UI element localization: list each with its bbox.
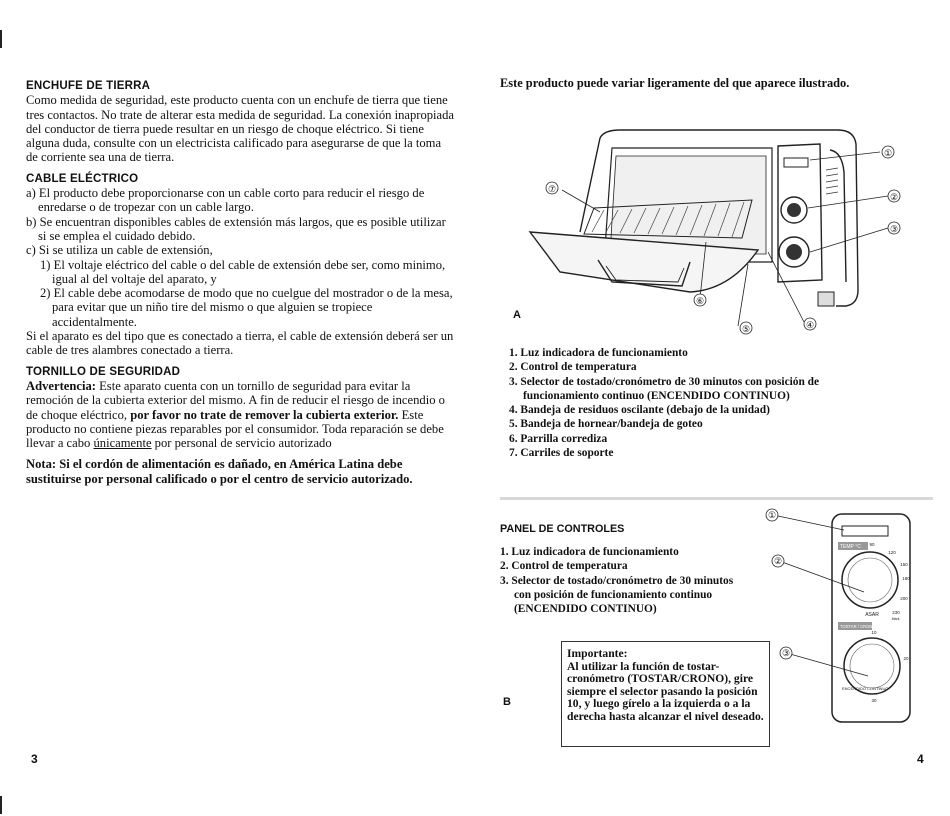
temp-tick: 200 [900,596,908,601]
note-text: Nota: Si el cordón de alimentación es dañado, en América Latina debe sustituirse por personal calificado o por el centro de servicio autorizado. [26,457,413,486]
toast-tick: 30 [871,698,877,703]
important-box [561,641,770,747]
panel-list-item: 2. Control de temperatura [500,560,628,573]
important-title: Importante: [567,647,628,660]
toaster-oven-illustration [520,122,920,342]
ground-text: Como medida de seguridad, este producto cuenta con un enchufe de tierra que tiene tres contactos. No trate de alterar esta medida de seguridad. La conexión inapropiada del conductor de tierra puede resultar en un riesgo de choque eléctrico. Si tiene alguna duda, consulte con un electricista calificado para asegurarse de que la toma de corriente sea una de tierra. [26,93,455,165]
cord-title: CABLE ELÉCTRICO [26,172,139,185]
parts-list [509,346,829,460]
panel-title: PANEL DE CONTROLES [500,523,625,535]
parts-list-item: 4. Bandeja de residuos oscilante (debajo de la unidad) [509,404,770,417]
screw-title: TORNILLO DE SEGURIDAD [26,365,181,378]
temp-tick: 230 [892,610,900,615]
parts-list-item: 1. Luz indicadora de funcionamiento [509,347,688,359]
cord-item-c2: 2) El cable debe acomodarse de modo que no cuelgue del mostrador o de la mesa, para evitar que un niño tire del mismo o que alguien se tropiece accidentalmente. [40,286,453,329]
screw-text-3: por personal de servicio autorizado [151,436,332,451]
figure-caption: Este producto puede variar ligeramente del que aparece ilustrado. [500,76,850,90]
crop-mark-bottom [0,796,2,814]
parts-list-item: 3. Selector de tostado/cronómetro de 30 minutos con posición de funcionamiento continuo (ENCENDIDO CONTINUO) [509,375,820,402]
panel-list-item: 3. Selector de tostado/cronómetro de 30 minutos con posición de funcionamiento continuo (ENCENDIDO CONTINUO) [500,574,734,616]
cord-item-b: b) Se encuentran disponibles cables de extensión más largos, que es posible utilizar si se emplea el cuidado debido. [26,214,446,243]
parts-list-item: 5. Bandeja de hornear/bandeja de goteo [509,418,703,431]
temp-tick: 120 [888,550,896,555]
cord-item-c1: 1) El voltaje eléctrico del cable o del cable de extensión debe ser, como minimo, igual al del voltaje del aparato, y [40,257,446,286]
screw-text-1: Este aparato cuenta con un tornillo de seguridad para evitar la remoción de la cubierta exterior del mismo. A fin de reducir el riesgo de incendio o de choque eléctrico, [26,378,445,422]
continuous-label: ENCENDIDO CONTINUO [842,686,889,691]
temp-tick: 90 [869,542,875,547]
parts-list-item: 7. Carriles de soporte [509,447,614,460]
cord-item-c: c) Si se utiliza un cable de extensión, [26,243,213,258]
toast-tick: 10 [871,630,877,635]
screw-text-underline: únicamente [93,436,152,451]
temp-tick: 180 [902,576,910,581]
panel-callout-1: ① [767,510,777,520]
section-divider [500,497,933,500]
callout-5: ⑤ [741,324,751,334]
callout-1: ① [883,148,893,158]
panel-list [500,545,750,616]
callout-2: ② [889,192,899,202]
figure-b-label: B [503,696,511,708]
screw-text [26,379,456,450]
screw-text-2: Este producto no contiene piezas reparables por el consumidor. Toda reparación se debe llevar a cabo [26,407,444,451]
temp-tick: 150 [900,562,908,567]
panel-list-item: 1. Luz indicadora de funcionamiento [500,546,679,558]
temp-tick: Mant. [891,617,901,621]
panel-callout-2: ② [773,556,783,566]
page-number-left: 3 [31,752,38,766]
asar-label: ASAR [865,612,879,618]
ground-title: ENCHUFE DE TIERRA [26,80,151,92]
toast-label: TOSTAR / CRONO [840,624,876,629]
callout-4: ④ [805,320,815,330]
callout-3: ③ [889,224,899,234]
screw-text-bold: por favor no trate de remover la cubierta exterior. [130,407,399,422]
crop-mark-top [0,30,2,48]
cord-ground-text: Si el aparato es del tipo que es conectado a tierra, el cable de extensión deberá ser un cable de tres alambres conectado a tierra. [26,329,454,358]
figure-a-label: A [513,309,521,321]
page-number-right: 4 [917,752,924,766]
toast-tick: 20 [903,656,909,661]
important-text: Al utilizar la función de tostar-cronómetro (TOSTAR/CRONO), gire siempre el selector pasando la posición 10, y luego gírelo a la izquierda o a la derecha hasta alcanzar el nivel deseado. [567,659,764,723]
control-panel-illustration [764,508,924,726]
callout-7: ⑦ [547,184,557,194]
screw-warning-label: Advertencia: [26,378,96,393]
parts-list-item: 2. Control de temperatura [509,361,637,374]
cord-item-a: a) El producto debe proporcionarse con un cable corto para reducir el riesgo de enredarse o de tropezar con un cable largo. [26,186,425,215]
left-column [26,79,456,486]
panel-callout-3: ③ [781,648,791,658]
parts-list-item: 6. Parrilla corrediza [509,432,608,445]
temp-label: TEMP °C [840,544,861,550]
callout-6: ⑥ [695,296,705,306]
